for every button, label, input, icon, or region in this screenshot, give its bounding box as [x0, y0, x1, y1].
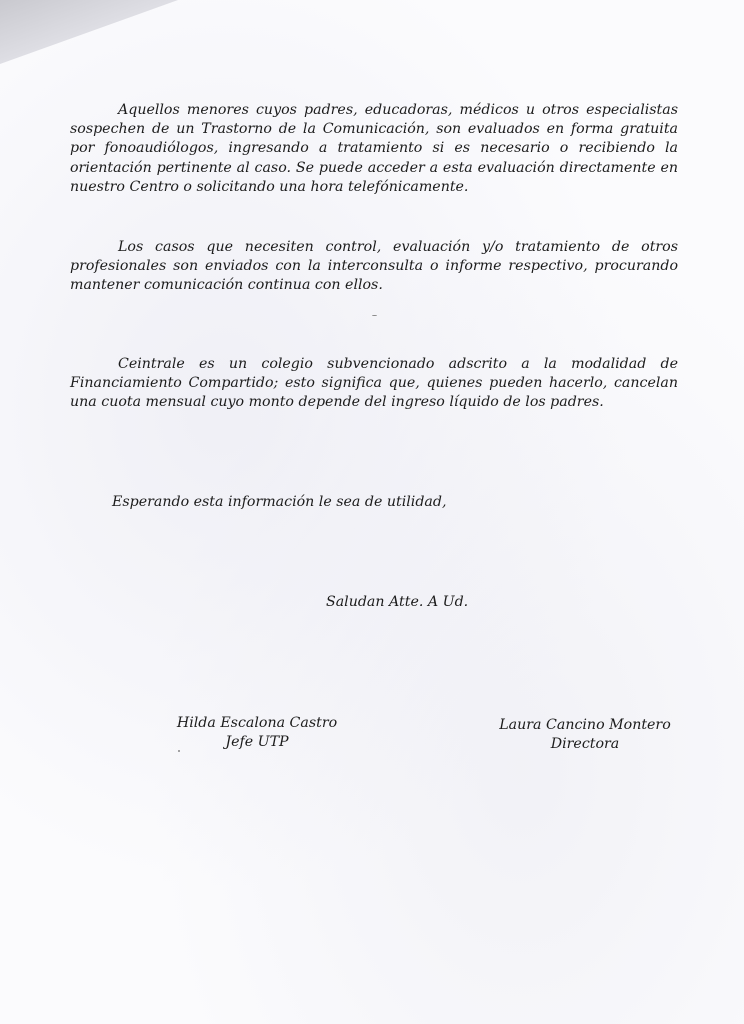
signatory-title: Jefe UTP	[225, 734, 289, 751]
closing-line: Esperando esta información le sea de utilidad,	[112, 494, 447, 510]
signatory-name: Hilda Escalona Castro	[176, 715, 338, 731]
salutation: Saludan Atte. A Ud.	[326, 594, 469, 610]
scan-speck	[372, 315, 377, 316]
paragraph-financing: Ceintrale es un colegio subvencionado adscrito a la modalidad de Financiamiento Compartido; esto significa que, quienes pueden hacerlo, cancelan una cuota mensual cuyo monto depende del ingreso líquido de los padres.	[70, 356, 678, 411]
scan-speck	[178, 750, 180, 752]
signature-block-utp	[168, 714, 346, 752]
signature-block-director	[492, 716, 678, 754]
signatory-title: Directora	[550, 736, 620, 753]
paragraph-referrals: Los casos que necesiten control, evaluación y/o tratamiento de otros profesionales son enviados con la interconsulta o informe respectivo, procurando mantener comunicación continua con ellos.	[70, 239, 678, 294]
signatory-name: Laura Cancino Montero	[499, 717, 671, 733]
paragraph-evaluation: Aquellos menores cuyos padres, educadoras, médicos u otros especialistas sospechen de un Trastorno de la Comunicación, son evaluados en forma gratuita por fonoaudiólogos, ingresando a tratamiento si es necesario o recibiendo la orientación pertinente al caso. Se puede acceder a esta evaluación directamente en nuestro Centro o solicitando una hora telefónicamente.	[70, 102, 678, 195]
